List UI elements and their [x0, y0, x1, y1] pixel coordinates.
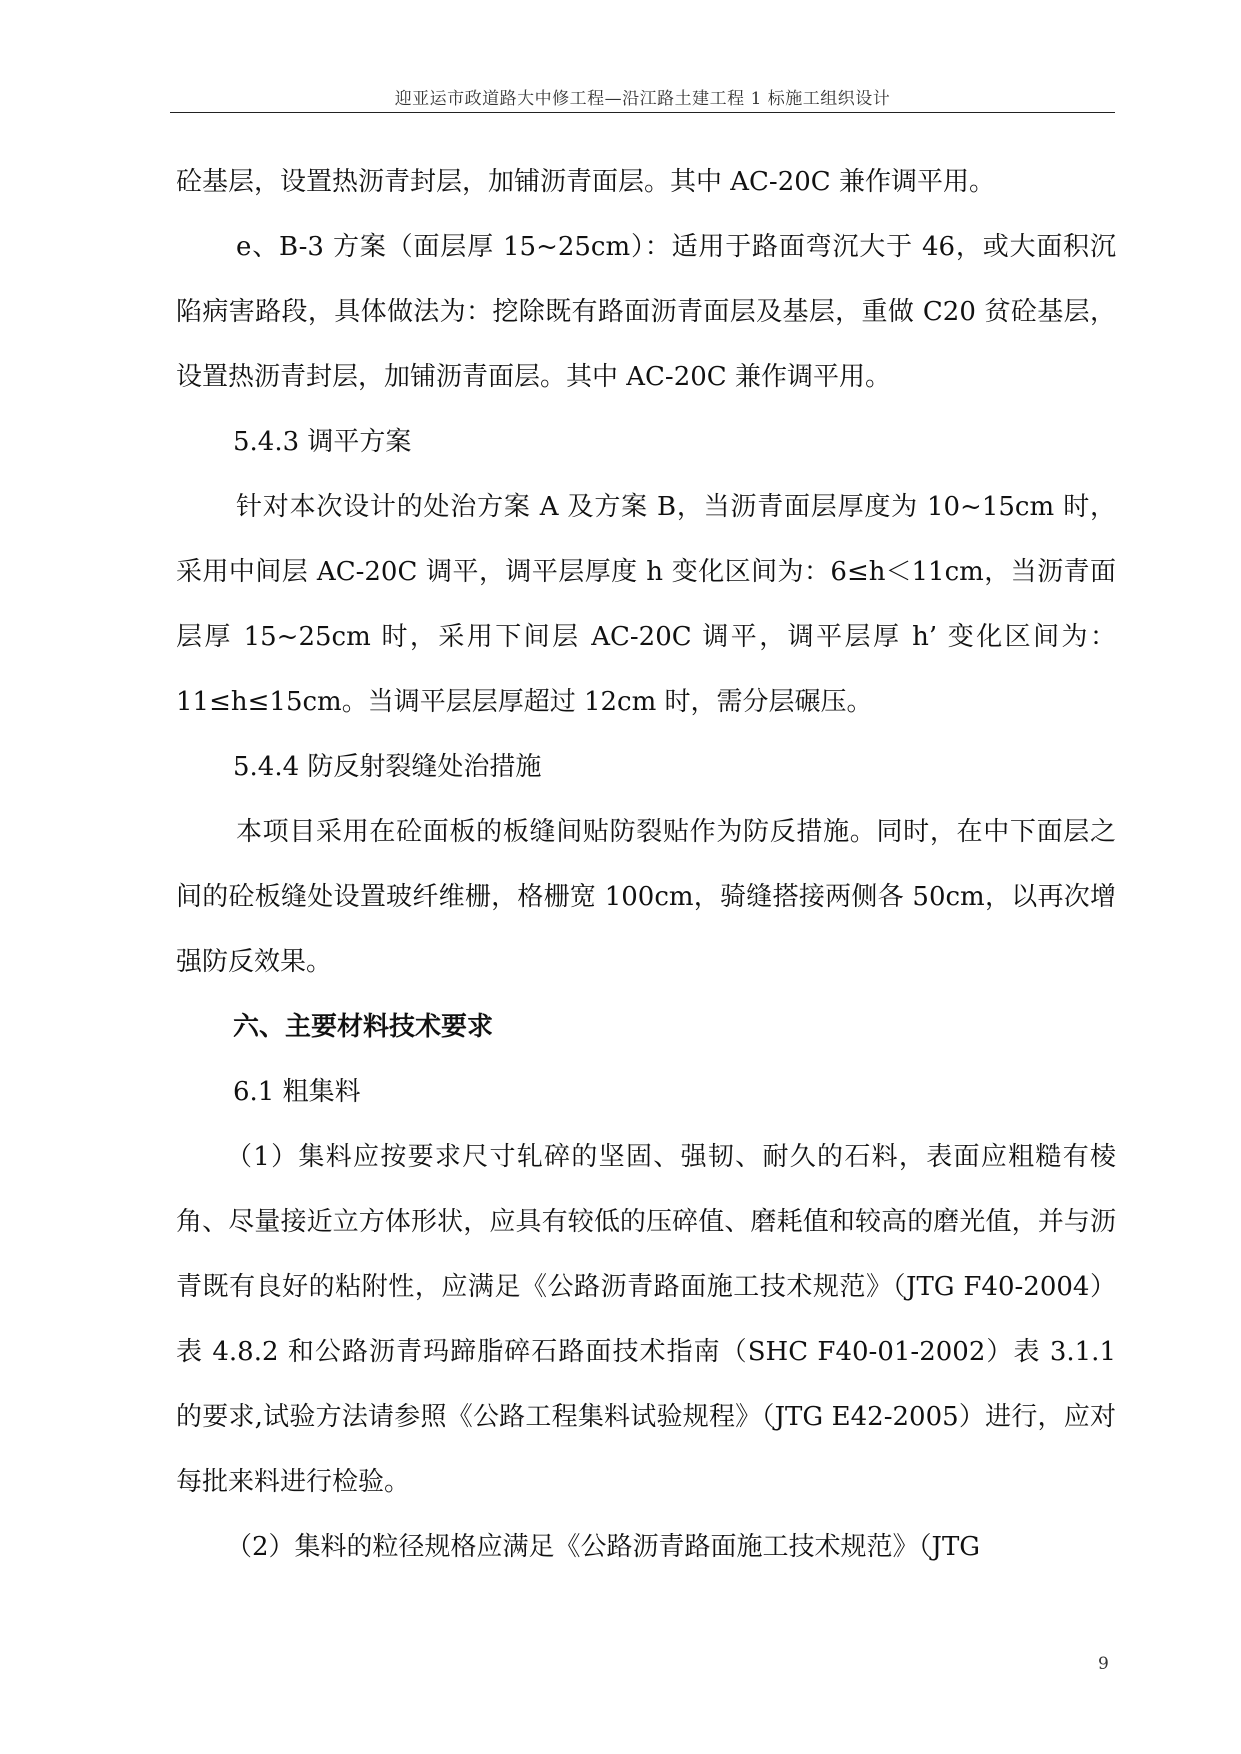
paragraph-item-2: （2）集料的粒径规格应满足《公路沥青路面施工技术规范》（JTG [226, 1532, 981, 1562]
paragraph-b3-scheme: e、B-3 方案（面层厚 15~25cm）：适用于路面弯沉大于 46，或大面积沉陷病害路段，具体做法为：挖除既有路面沥青面层及基层，重做 C20 贫砼基层，设置热沥青封层，加铺沥青面层。其中 AC-20C 兼作调平用。 [176, 232, 1116, 392]
page-header: 迎亚运市政道路大中修工程—沿江路土建工程 1 标施工组织设计 [394, 89, 891, 109]
header-rule [170, 112, 1115, 113]
section-heading-6-1: 6.1 粗集料 [233, 1077, 361, 1107]
section-heading-5-4-3: 5.4.3 调平方案 [233, 427, 412, 457]
paragraph-anti-crack: 本项目采用在砼面板的板缝间贴防裂贴作为防反措施。同时，在中下面层之间的砼板缝处设置玻纤维栅，格栅宽 100cm，骑缝搭接两侧各 50cm，以再次增强防反效果。 [176, 817, 1116, 977]
document-body [176, 150, 1116, 1580]
section-heading-6: 六、主要材料技术要求 [233, 1012, 494, 1042]
section-heading-5-4-4: 5.4.4 防反射裂缝处治措施 [233, 752, 542, 782]
paragraph-continuation: 砼基层，设置热沥青封层，加铺沥青面层。其中 AC-20C 兼作调平用。 [176, 167, 995, 197]
page-number: 9 [1098, 1654, 1109, 1674]
paragraph-item-1: （1）集料应按要求尺寸轧碎的坚固、强韧、耐久的石料，表面应粗糙有棱角、尽量接近立方体形状，应具有较低的压碎值、磨耗值和较高的磨光值，并与沥青既有良好的粘附性，应满足《公路沥青路面施工技术规范》（JTG F40-2004）表 4.8.2 和公路沥青玛蹄脂碎石路面技术指南（SHC F40-01-2002）表 3.1.1 的要求,试验方法请参照《公路工程集料试验规程》（JTG E42-2005）进行，应对每批来料进行检验。 [176, 1142, 1116, 1497]
paragraph-leveling: 针对本次设计的处治方案 A 及方案 B，当沥青面层厚度为 10~15cm 时，采用中间层 AC-20C 调平，调平层厚度 h 变化区间为：6≤h＜11cm，当沥青面层厚 15~25cm 时，采用下间层 AC-20C 调平，调平层厚 h’ 变化区间为：11≤h≤15cm。当调平层层厚超过 12cm 时，需分层碾压。 [176, 492, 1116, 717]
